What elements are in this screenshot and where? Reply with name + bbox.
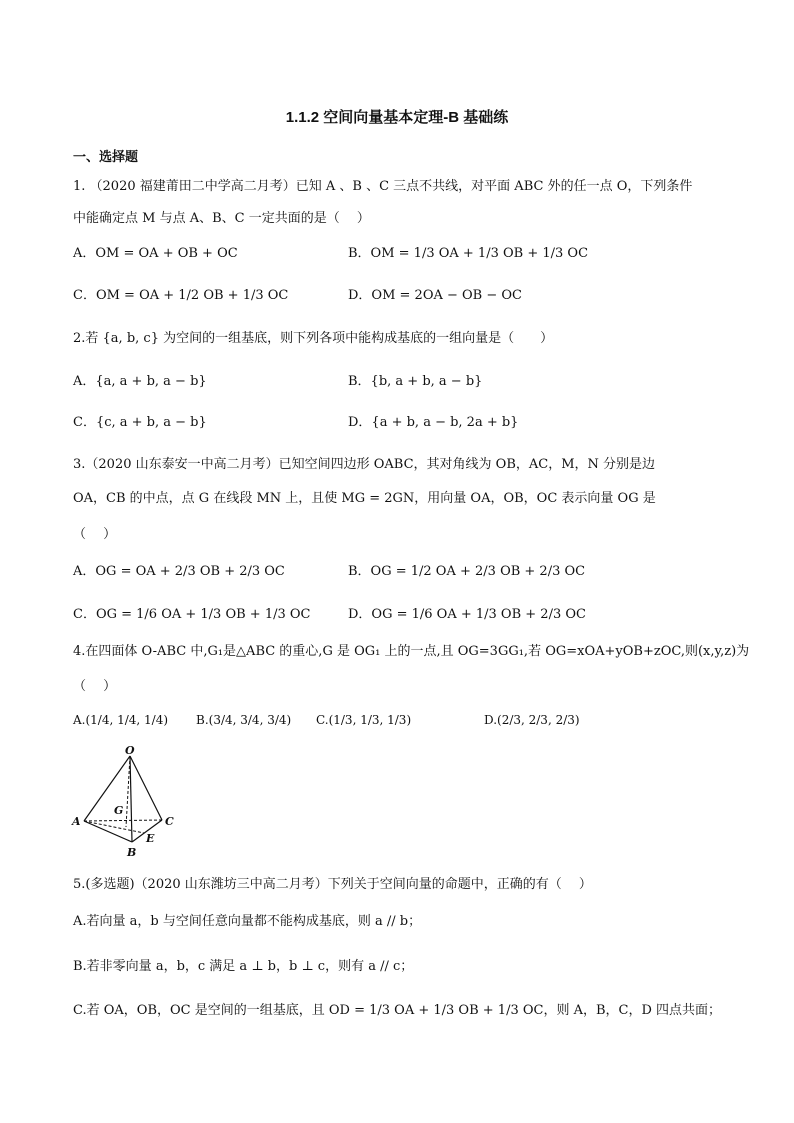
q3-stem-line1: 3.（2020 山东泰安一中高二月考）已知空间四边形 OABC，其对角线为 OB，AC，M，N 分别是边	[73, 457, 656, 472]
q4-option-b: B.(3/4, 3/4, 3/4)	[196, 713, 292, 727]
q1-option-b: B．OM = 1/3 OA + 1/3 OB + 1/3 OC	[348, 246, 589, 261]
q1-option-c: C．OM = OA + 1/2 OB + 1/3 OC	[73, 288, 289, 303]
q4-option-c: C.(1/3, 1/3, 1/3)	[316, 713, 412, 727]
label-b: B	[127, 846, 137, 859]
q1-stem-line2: 中能确定点 M 与点 A、B、C 一定共面的是（ ）	[73, 211, 370, 226]
q2-option-d: D．{a + b, a − b, 2a + b}	[348, 415, 519, 430]
q2-option-c: C．{c, a + b, a − b}	[73, 415, 207, 430]
label-o: O	[125, 746, 135, 757]
q1-option-d: D．OM = 2OA − OB − OC	[348, 288, 522, 303]
q4-option-d: D.(2/3, 2/3, 2/3)	[484, 713, 580, 727]
edge-ac-dashed	[84, 820, 162, 821]
q1-stem-line1: 1. （2020 福建莆田二中学高二月考）已知 A 、B 、C 三点不共线，对平面 ABC 外的任一点 O，下列条件	[73, 179, 693, 194]
edge-oc	[130, 756, 162, 820]
q3-option-b: B．OG = 1/2 OA + 2/3 OB + 2/3 OC	[348, 564, 586, 579]
q2-option-b: B．{b, a + b, a − b}	[348, 374, 483, 389]
q5-option-b: B.若非零向量 a，b，c 满足 a ⊥ b，b ⊥ c，则有 a // c；	[73, 959, 414, 974]
q5-option-c: C.若 OA，OB，OC 是空间的一组基底，且 OD = 1/3 OA + 1/3 OB + 1/3 OC，则 A，B，C，D 四点共面；	[73, 1003, 722, 1018]
q3-option-a: A．OG = OA + 2/3 OB + 2/3 OC	[73, 564, 285, 579]
q3-option-c: C．OG = 1/6 OA + 1/3 OB + 1/3 OC	[73, 607, 311, 622]
q2-option-a: A．{a, a + b, a − b}	[73, 374, 207, 389]
page-title: 1.1.2 空间向量基本定理-B 基础练	[285, 109, 509, 126]
q3-option-d: D．OG = 1/6 OA + 1/3 OB + 2/3 OC	[348, 607, 586, 622]
q2-stem: 2.若 {a, b, c} 为空间的一组基底，则下列各项中能构成基底的一组向量是（ ）	[73, 331, 554, 346]
q4-option-a: A.(1/4, 1/4, 1/4)	[73, 713, 169, 727]
edge-ab	[84, 821, 132, 842]
label-g: G	[114, 804, 124, 817]
tetrahedron-figure	[70, 746, 190, 864]
q1-option-a: A．OM = OA + OB + OC	[73, 246, 238, 261]
edge-ob	[130, 756, 132, 842]
section-heading: 一、选择题	[73, 149, 139, 164]
q5-option-a: A.若向量 a，b 与空间任意向量都不能构成基底，则 a // b；	[73, 914, 422, 929]
label-e: E	[146, 832, 155, 845]
label-c: C	[165, 815, 174, 828]
label-a: A	[72, 815, 81, 828]
segment-og1-dashed	[126, 756, 130, 827]
q3-stem-line3: （ ）	[73, 527, 117, 542]
median-ae-dashed	[84, 821, 144, 833]
q4-stem-line2: （ ）	[73, 679, 117, 694]
q4-stem-line1: 4.在四面体 O-ABC 中,G₁是△ABC 的重心,G 是 OG₁ 上的一点,且 OG=3GG₁,若 OG=xOA+yOB+zOC,则(x,y,z)为	[73, 644, 750, 659]
q3-stem-line2: OA，CB 的中点，点 G 在线段 MN 上，且使 MG = 2GN，用向量 OA，OB，OC 表示向量 OG 是	[73, 491, 656, 506]
q5-stem: 5.(多选题)（2020 山东潍坊三中高二月考）下列关于空间向量的命题中，正确的有（ ）	[73, 877, 592, 892]
